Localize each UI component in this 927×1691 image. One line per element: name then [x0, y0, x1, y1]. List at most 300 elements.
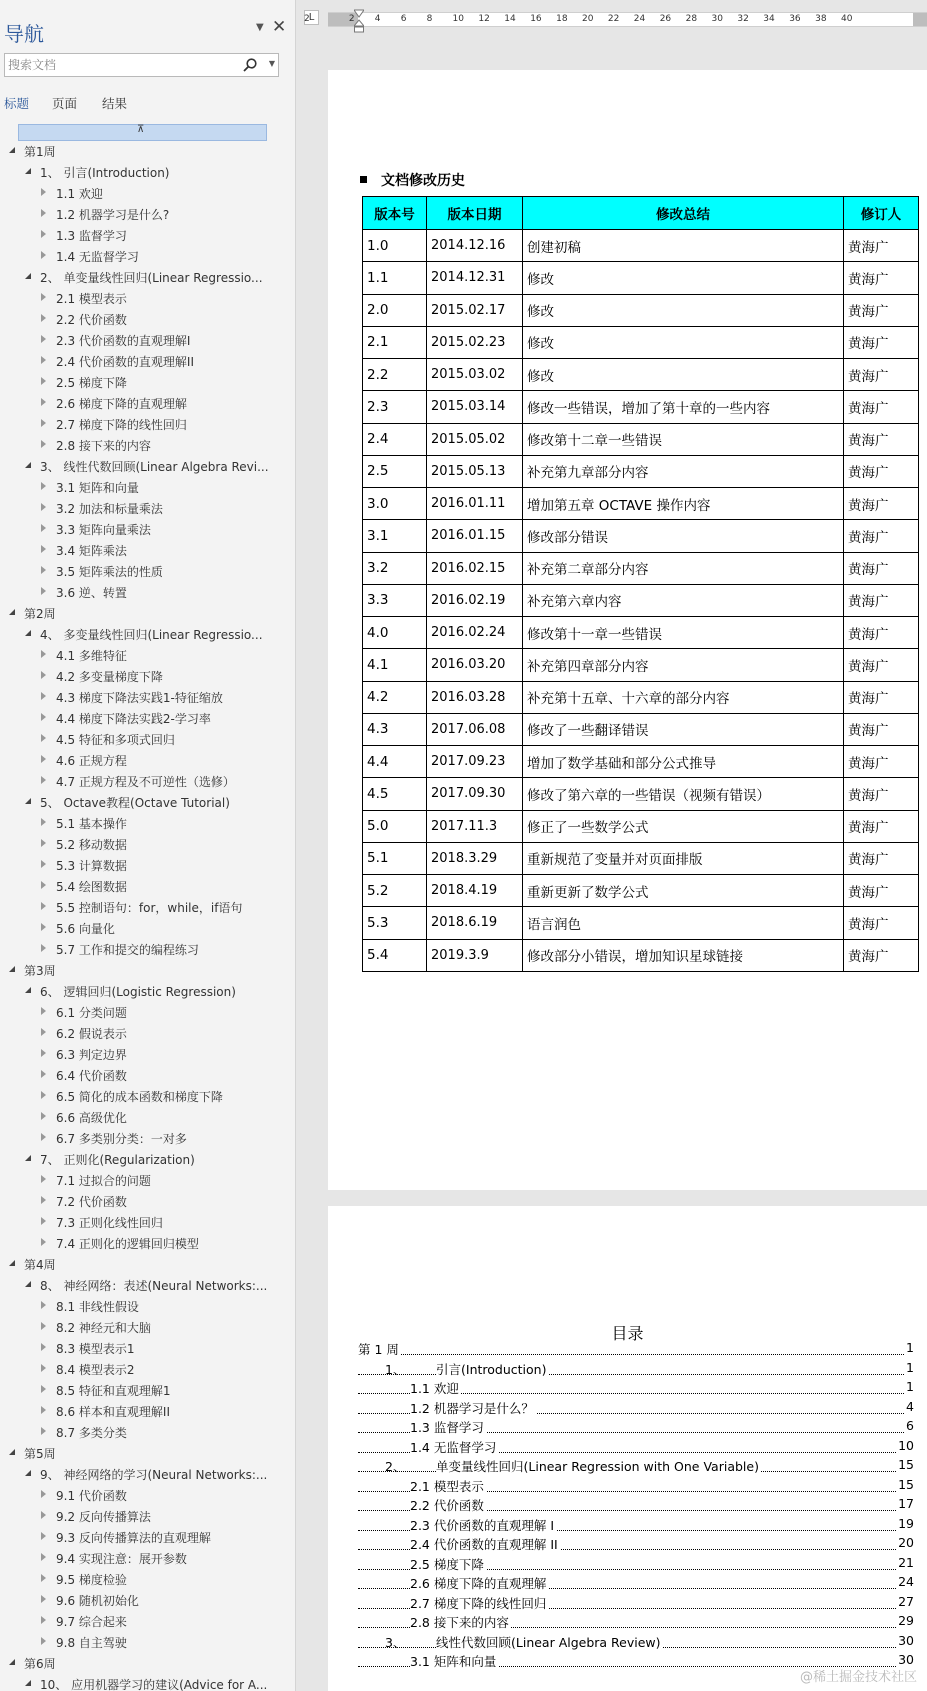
nav-tree-item-label: 第5周: [24, 1447, 56, 1461]
toc-entry-text: 2.4 代价函数的直观理解 II: [410, 1537, 558, 1552]
toc-entry[interactable]: [358, 1477, 914, 1497]
collapse-arrow-icon[interactable]: [41, 1406, 46, 1414]
toc-page-number: 20: [898, 1535, 914, 1550]
table-row: [363, 875, 919, 907]
collapse-arrow-icon[interactable]: [41, 692, 46, 700]
ruler-number: 34: [763, 14, 775, 24]
nav-tree-item[interactable]: [0, 455, 296, 476]
expand-arrow-icon[interactable]: [9, 1659, 15, 1665]
date-cell: 2014.12.16: [427, 230, 523, 262]
date-cell: 2016.03.28: [427, 681, 523, 713]
search-icon[interactable]: [242, 57, 258, 73]
ruler-number: 24: [633, 14, 646, 24]
nav-tree-item-label: 3、 线性代数回顾(Linear Algebra Revi...: [40, 460, 269, 474]
nav-tree-item[interactable]: [0, 1232, 296, 1253]
nav-tree-item[interactable]: [0, 812, 296, 833]
nav-tree-item[interactable]: [0, 161, 296, 182]
collapse-arrow-icon[interactable]: [41, 1217, 46, 1225]
collapse-arrow-icon[interactable]: [41, 1595, 46, 1603]
nav-tree-item-label: 9.5 梯度检验: [56, 1573, 127, 1587]
collapse-arrow-icon[interactable]: [41, 1322, 46, 1330]
collapse-arrow-icon[interactable]: [41, 818, 46, 826]
nav-tree-item[interactable]: [0, 728, 296, 749]
column-header-date: 版本日期: [427, 197, 523, 230]
nav-tree-item[interactable]: [0, 1106, 296, 1127]
nav-tree-item[interactable]: [0, 1484, 296, 1505]
collapse-headings-button[interactable]: [18, 124, 267, 141]
table-row: [363, 552, 919, 584]
version-cell: 4.3: [363, 713, 427, 745]
nav-tree-item-label: 10、 应用机器学习的建议(Advice for A...: [40, 1678, 268, 1691]
toc-entry[interactable]: [358, 1555, 914, 1575]
summary-cell: 修改了第六章的一些错误（视频有错误）: [523, 778, 844, 810]
date-cell: 2017.06.08: [427, 713, 523, 745]
expand-arrow-icon[interactable]: [25, 1155, 31, 1161]
expand-arrow-icon[interactable]: [9, 609, 15, 615]
reviser-cell: 黄海广: [844, 939, 919, 971]
version-cell: 3.2: [363, 552, 427, 584]
nav-tree-item[interactable]: [0, 182, 296, 203]
nav-tree-item[interactable]: [0, 854, 296, 875]
collapse-arrow-icon[interactable]: [41, 482, 46, 490]
nav-tree-item[interactable]: [0, 350, 296, 371]
nav-tree-item-label: 6.5 简化的成本函数和梯度下降: [56, 1090, 223, 1104]
nav-tree-item[interactable]: [0, 224, 296, 245]
collapse-arrow-icon[interactable]: [41, 755, 46, 763]
nav-tree-item[interactable]: [0, 707, 296, 728]
ruler-number: 32: [737, 14, 749, 24]
ruler-number: 8: [426, 14, 433, 24]
nav-tree-item[interactable]: [0, 1295, 296, 1316]
collapse-arrow-icon[interactable]: [41, 1175, 46, 1183]
nav-tree-item-label: 9.4 实现注意：展开参数: [56, 1552, 187, 1566]
summary-cell: 修改: [523, 262, 844, 294]
nav-tree-item[interactable]: [0, 1043, 296, 1064]
collapse-arrow-icon[interactable]: [41, 1385, 46, 1393]
toc-entry[interactable]: [358, 1516, 914, 1536]
nav-tree-item-label: 8.3 模型表示1: [56, 1342, 135, 1356]
nav-tree-item[interactable]: [0, 1127, 296, 1148]
nav-tree-item[interactable]: [0, 1421, 296, 1442]
nav-tree-item[interactable]: [0, 497, 296, 518]
collapse-arrow-icon[interactable]: [41, 1070, 46, 1078]
history-heading: [360, 170, 465, 190]
toc-entry[interactable]: [358, 1633, 914, 1653]
version-cell: 2.5: [363, 455, 427, 487]
indent-marker-icon[interactable]: [354, 8, 364, 34]
nav-tree-item[interactable]: [0, 1169, 296, 1190]
collapse-arrow-icon[interactable]: [41, 881, 46, 889]
table-row: [363, 746, 919, 778]
collapse-arrow-icon[interactable]: [41, 209, 46, 217]
toc-entry[interactable]: [358, 1613, 914, 1633]
nav-tree-item[interactable]: [0, 1379, 296, 1400]
nav-tree-item[interactable]: [0, 1526, 296, 1547]
toc-page-number: 10: [898, 1437, 914, 1453]
collapse-arrow-icon[interactable]: [41, 335, 46, 343]
nav-tree-item-label: 4.7 正规方程及不可逆性（选修）: [56, 775, 235, 789]
summary-cell: 补充第十五章、十六章的部分内容: [523, 681, 844, 713]
nav-tree-item-label: 8.2 神经元和大脑: [56, 1321, 151, 1335]
expand-arrow-icon[interactable]: [25, 1470, 31, 1476]
nav-tree-item[interactable]: [0, 833, 296, 854]
toc-page-number: 19: [898, 1515, 914, 1531]
nav-tree-item-label: 9.8 自主驾驶: [56, 1636, 127, 1650]
table-row: [363, 262, 919, 294]
version-cell: 3.0: [363, 488, 427, 520]
nav-tree-item-label: 4.6 正规方程: [56, 754, 127, 768]
expand-arrow-icon[interactable]: [9, 966, 15, 972]
nav-tree-item[interactable]: [0, 434, 296, 455]
summary-cell: 修正了一些数学公式: [523, 810, 844, 842]
nav-tree-item[interactable]: [0, 371, 296, 392]
collapse-arrow-icon[interactable]: [41, 314, 46, 322]
expand-arrow-icon[interactable]: [25, 273, 31, 279]
nav-tree-item-label: 2、 单变量线性回归(Linear Regressio...: [40, 271, 263, 285]
expand-arrow-icon[interactable]: [25, 1680, 31, 1686]
table-row: [363, 649, 919, 681]
date-cell: 2014.12.31: [427, 262, 523, 294]
column-header-version: 版本号: [363, 197, 427, 230]
nav-tree-item-label: 6.3 判定边界: [56, 1048, 127, 1062]
toc-page-number: 6: [906, 1418, 914, 1433]
toc-entry-text: 1.1 欢迎: [410, 1381, 459, 1396]
summary-cell: 重新更新了数学公式: [523, 875, 844, 907]
collapse-arrow-icon[interactable]: [41, 545, 46, 553]
nav-tree-item[interactable]: [0, 917, 296, 938]
nav-tree-item-label: 7.4 正则化的逻辑回归模型: [56, 1237, 199, 1251]
collapse-arrow-icon[interactable]: [41, 713, 46, 721]
collapse-arrow-icon[interactable]: [41, 1091, 46, 1099]
toc-entry[interactable]: [358, 1418, 914, 1438]
expand-arrow-icon[interactable]: [25, 1281, 31, 1287]
nav-tree-item[interactable]: [0, 560, 296, 581]
nav-tree-item[interactable]: [0, 1673, 296, 1691]
toc-entry[interactable]: [358, 1379, 914, 1399]
nav-tree-item[interactable]: [0, 581, 296, 602]
nav-tree-item[interactable]: [0, 1631, 296, 1652]
tab-pages[interactable]: 页面: [52, 96, 78, 111]
collapse-arrow-icon[interactable]: [41, 1364, 46, 1372]
date-cell: 2015.05.02: [427, 423, 523, 455]
toc-entry[interactable]: [358, 1457, 914, 1477]
reviser-cell: 黄海广: [844, 713, 919, 745]
reviser-cell: 黄海广: [844, 455, 919, 487]
nav-tree-item[interactable]: [0, 623, 296, 644]
collapse-arrow-icon[interactable]: [41, 1637, 46, 1645]
collapse-arrow-icon[interactable]: [41, 566, 46, 574]
expand-arrow-icon[interactable]: [25, 462, 31, 468]
version-cell: 2.2: [363, 359, 427, 391]
toc-page-number: 27: [898, 1593, 914, 1609]
collapse-arrow-icon[interactable]: [41, 650, 46, 658]
nav-tree-item[interactable]: [0, 770, 296, 791]
ruler-number: 2: [304, 14, 310, 24]
date-cell: 2015.05.13: [427, 455, 523, 487]
nav-tree-item[interactable]: [0, 140, 296, 161]
collapse-arrow-icon[interactable]: [41, 503, 46, 511]
nav-tree-item-label: 2.4 代价函数的直观理解II: [56, 355, 194, 369]
version-cell: 3.3: [363, 584, 427, 616]
collapse-arrow-icon[interactable]: [41, 1427, 46, 1435]
nav-tree-item-label: 5.4 绘图数据: [56, 880, 127, 894]
summary-cell: 增加第五章 OCTAVE 操作内容: [523, 488, 844, 520]
nav-tree-item[interactable]: [0, 1505, 296, 1526]
toc-entry[interactable]: [358, 1496, 914, 1516]
collapse-arrow-icon[interactable]: [41, 1238, 46, 1246]
nav-tree-item[interactable]: [0, 665, 296, 686]
collapse-arrow-icon[interactable]: [41, 293, 46, 301]
horizontal-ruler[interactable]: [304, 12, 927, 27]
nav-tree-item[interactable]: [0, 392, 296, 413]
toc-leader-dots: [358, 1354, 914, 1355]
nav-tree-item[interactable]: [0, 1022, 296, 1043]
nav-tree-item[interactable]: [0, 476, 296, 497]
nav-tree-item[interactable]: [0, 1274, 296, 1295]
nav-tree-item[interactable]: [0, 1337, 296, 1358]
search-input[interactable]: [5, 54, 235, 76]
nav-tree-item-label: 1.3 监督学习: [56, 229, 127, 243]
nav-tree-item[interactable]: [0, 1400, 296, 1421]
nav-tree-item[interactable]: [0, 1547, 296, 1568]
summary-cell: 修改了一些翻译错误: [523, 713, 844, 745]
toc-entry[interactable]: [358, 1399, 914, 1419]
nav-tree-item[interactable]: [0, 749, 296, 770]
collapse-arrow-icon[interactable]: [41, 377, 46, 385]
summary-cell: 语言润色: [523, 907, 844, 939]
collapse-arrow-icon[interactable]: [41, 839, 46, 847]
document-page-2: [328, 1206, 927, 1691]
collapse-arrow-icon[interactable]: [41, 923, 46, 931]
collapse-arrow-icon[interactable]: [41, 671, 46, 679]
collapse-arrow-icon[interactable]: [41, 356, 46, 364]
nav-tree-item-label: 1.1 欢迎: [56, 187, 103, 201]
toc-page-number: 21: [898, 1554, 914, 1570]
reviser-cell: 黄海广: [844, 810, 919, 842]
collapse-arrow-icon[interactable]: [41, 1028, 46, 1036]
collapse-arrow-icon[interactable]: [41, 419, 46, 427]
table-row: [363, 423, 919, 455]
expand-arrow-icon[interactable]: [25, 168, 31, 174]
collapse-arrow-icon[interactable]: [41, 860, 46, 868]
toc-entry[interactable]: [358, 1535, 914, 1555]
summary-cell: 修改第十一章一些错误: [523, 617, 844, 649]
collapse-arrow-icon[interactable]: [41, 1511, 46, 1519]
nav-tree-item-label: 3.1 矩阵和向量: [56, 481, 139, 495]
toc-entry-text: 2.6 梯度下降的直观理解: [410, 1576, 547, 1591]
version-cell: 2.3: [363, 391, 427, 423]
nav-tree-item[interactable]: [0, 1001, 296, 1022]
close-icon[interactable]: ✕: [272, 17, 287, 37]
reviser-cell: 黄海广: [844, 359, 919, 391]
nav-tree-item[interactable]: [0, 938, 296, 959]
table-row: [363, 907, 919, 939]
collapse-arrow-icon[interactable]: [41, 398, 46, 406]
version-cell: 2.4: [363, 423, 427, 455]
nav-tree-item[interactable]: [0, 1568, 296, 1589]
nav-tree-item-label: 第1周: [24, 145, 56, 159]
reviser-cell: 黄海广: [844, 262, 919, 294]
summary-cell: 修改: [523, 326, 844, 358]
nav-tree-item[interactable]: [0, 1064, 296, 1085]
tab-headings[interactable]: 标题: [4, 96, 30, 111]
nav-tree-item[interactable]: [0, 1316, 296, 1337]
expand-arrow-icon[interactable]: [9, 1449, 15, 1455]
version-cell: 2.1: [363, 326, 427, 358]
date-cell: 2016.03.20: [427, 649, 523, 681]
toc-page-number: 15: [898, 1476, 914, 1492]
collapse-arrow-icon[interactable]: [41, 1133, 46, 1141]
collapse-arrow-icon[interactable]: [41, 902, 46, 910]
summary-cell: 创建初稿: [523, 230, 844, 262]
collapse-arrow-icon[interactable]: [41, 734, 46, 742]
collapse-arrow-icon[interactable]: [41, 188, 46, 196]
reviser-cell: 黄海广: [844, 391, 919, 423]
nav-tree-item-label: 5.5 控制语句：for，while，if语句: [56, 901, 243, 915]
toc-entry[interactable]: [358, 1574, 914, 1594]
ruler-number: 16: [530, 14, 542, 24]
collapse-arrow-icon[interactable]: [41, 1007, 46, 1015]
nav-tree-item[interactable]: [0, 1148, 296, 1169]
collapse-arrow-icon[interactable]: [41, 776, 46, 784]
collapse-arrow-icon[interactable]: [41, 230, 46, 238]
version-cell: 4.0: [363, 617, 427, 649]
nav-tree-item[interactable]: [0, 413, 296, 434]
nav-tree-item[interactable]: [0, 1463, 296, 1484]
expand-arrow-icon[interactable]: [25, 630, 31, 636]
collapse-arrow-icon[interactable]: [41, 1574, 46, 1582]
toc-page-number: 30: [898, 1632, 914, 1648]
nav-tree-item[interactable]: [0, 1589, 296, 1610]
nav-tree-item[interactable]: [0, 644, 296, 665]
ruler-number: 12: [478, 14, 490, 24]
collapse-arrow-icon[interactable]: [41, 587, 46, 595]
nav-tree-item[interactable]: [0, 1442, 296, 1463]
nav-tree-item[interactable]: [0, 1190, 296, 1211]
nav-tree-item-label: 第2周: [24, 607, 56, 621]
nav-tree-item[interactable]: [0, 1652, 296, 1673]
collapse-arrow-icon[interactable]: [41, 251, 46, 259]
nav-tree-item-label: 5.1 基本操作: [56, 817, 127, 831]
toc-entry[interactable]: [358, 1594, 914, 1614]
version-cell: 4.1: [363, 649, 427, 681]
nav-tree-item[interactable]: [0, 896, 296, 917]
nav-tree-item-label: 2.8 接下来的内容: [56, 439, 151, 453]
nav-tree-item[interactable]: [0, 1253, 296, 1274]
version-cell: 5.4: [363, 939, 427, 971]
nav-tree-item-label: 6.4 代价函数: [56, 1069, 127, 1083]
table-row: [363, 294, 919, 326]
summary-cell: 修改部分错误: [523, 520, 844, 552]
toc-entry-text: 2.7 梯度下降的线性回归: [410, 1595, 547, 1611]
nav-tree-item-label: 3.3 矩阵向量乘法: [56, 523, 151, 537]
date-cell: 2017.09.23: [427, 746, 523, 778]
reviser-cell: 黄海广: [844, 488, 919, 520]
tab-stop-selector[interactable]: L: [304, 10, 319, 25]
history-heading-text: 文档修改历史: [381, 173, 465, 189]
summary-cell: 修改: [523, 359, 844, 391]
toc-entry-text: 2.8 接下来的内容: [410, 1615, 509, 1630]
reviser-cell: 黄海广: [844, 907, 919, 939]
expand-arrow-icon[interactable]: [25, 798, 31, 804]
nav-tree-item[interactable]: [0, 329, 296, 350]
nav-tree-item[interactable]: [0, 959, 296, 980]
date-cell: 2017.09.30: [427, 778, 523, 810]
nav-tree-item[interactable]: [0, 1085, 296, 1106]
collapse-arrow-icon[interactable]: [41, 1112, 46, 1120]
collapse-arrow-icon[interactable]: [41, 1049, 46, 1057]
nav-tree-item[interactable]: [0, 203, 296, 224]
version-cell: 1.0: [363, 230, 427, 262]
nav-tree-item-label: 9.6 随机初始化: [56, 1594, 139, 1608]
nav-tree-item-label: 第6周: [24, 1657, 56, 1671]
collapse-arrow-icon[interactable]: [41, 1490, 46, 1498]
nav-tree-item-label: 3.2 加法和标量乘法: [56, 502, 163, 516]
toc-entry[interactable]: [358, 1340, 914, 1360]
reviser-cell: 黄海广: [844, 552, 919, 584]
toc-entry[interactable]: [358, 1360, 914, 1380]
expand-arrow-icon[interactable]: [9, 1260, 15, 1266]
nav-tree-item[interactable]: [0, 1610, 296, 1631]
ruler-number: 36: [789, 14, 801, 24]
version-cell: 1.1: [363, 262, 427, 294]
nav-tree-item[interactable]: [0, 602, 296, 623]
nav-tree-item[interactable]: [0, 980, 296, 1001]
nav-tree-item-label: 2.7 梯度下降的线性回归: [56, 418, 187, 432]
table-row: [363, 584, 919, 616]
nav-tree-item-label: 第4周: [24, 1258, 56, 1272]
nav-tree-item[interactable]: [0, 1211, 296, 1232]
nav-tree-item-label: 5、 Octave教程(Octave Tutorial): [40, 796, 230, 810]
collapse-arrow-icon[interactable]: [41, 1553, 46, 1561]
date-cell: 2018.6.19: [427, 907, 523, 939]
expand-arrow-icon[interactable]: [25, 987, 31, 993]
nav-tree-item-label: 9.1 代价函数: [56, 1489, 127, 1503]
toc-page-number: 17: [898, 1496, 914, 1511]
nav-tree-item[interactable]: [0, 266, 296, 287]
nav-tree-item-label: 5.3 计算数据: [56, 859, 127, 873]
nav-tree-item[interactable]: [0, 287, 296, 308]
toc-entry[interactable]: [358, 1438, 914, 1458]
toc-title: 目录: [611, 1324, 644, 1343]
date-cell: 2015.03.14: [427, 391, 523, 423]
expand-arrow-icon[interactable]: [9, 147, 15, 153]
collapse-arrow-icon[interactable]: [41, 1532, 46, 1540]
nav-tree-item-label: 6、 逻辑回归(Logistic Regression): [40, 985, 236, 999]
nav-tree-item[interactable]: [0, 1358, 296, 1379]
tab-results[interactable]: 结果: [102, 96, 128, 111]
nav-tree-item-label: 2.5 梯度下降: [56, 376, 127, 390]
collapse-arrow-icon[interactable]: [41, 1343, 46, 1351]
nav-tree-item[interactable]: [0, 308, 296, 329]
nav-tree-item[interactable]: [0, 518, 296, 539]
nav-tree-item[interactable]: [0, 791, 296, 812]
search-options-dropdown-icon[interactable]: ▼: [268, 59, 275, 68]
collapse-arrow-icon[interactable]: [41, 524, 46, 532]
nav-tree-item[interactable]: [0, 875, 296, 896]
nav-tree-item-label: 9.2 反向传播算法: [56, 1510, 151, 1524]
collapse-arrow-icon[interactable]: [41, 1616, 46, 1624]
collapse-arrow-icon[interactable]: [41, 440, 46, 448]
ruler-number: 40: [841, 14, 853, 24]
nav-options-dropdown-icon[interactable]: ▼: [256, 22, 264, 33]
nav-tree-item[interactable]: [0, 539, 296, 560]
collapse-arrow-icon[interactable]: [41, 944, 46, 952]
collapse-arrow-icon[interactable]: [41, 1196, 46, 1204]
nav-tree-item[interactable]: [0, 686, 296, 707]
nav-tree-item[interactable]: [0, 245, 296, 266]
collapse-arrow-icon[interactable]: [41, 1301, 46, 1309]
